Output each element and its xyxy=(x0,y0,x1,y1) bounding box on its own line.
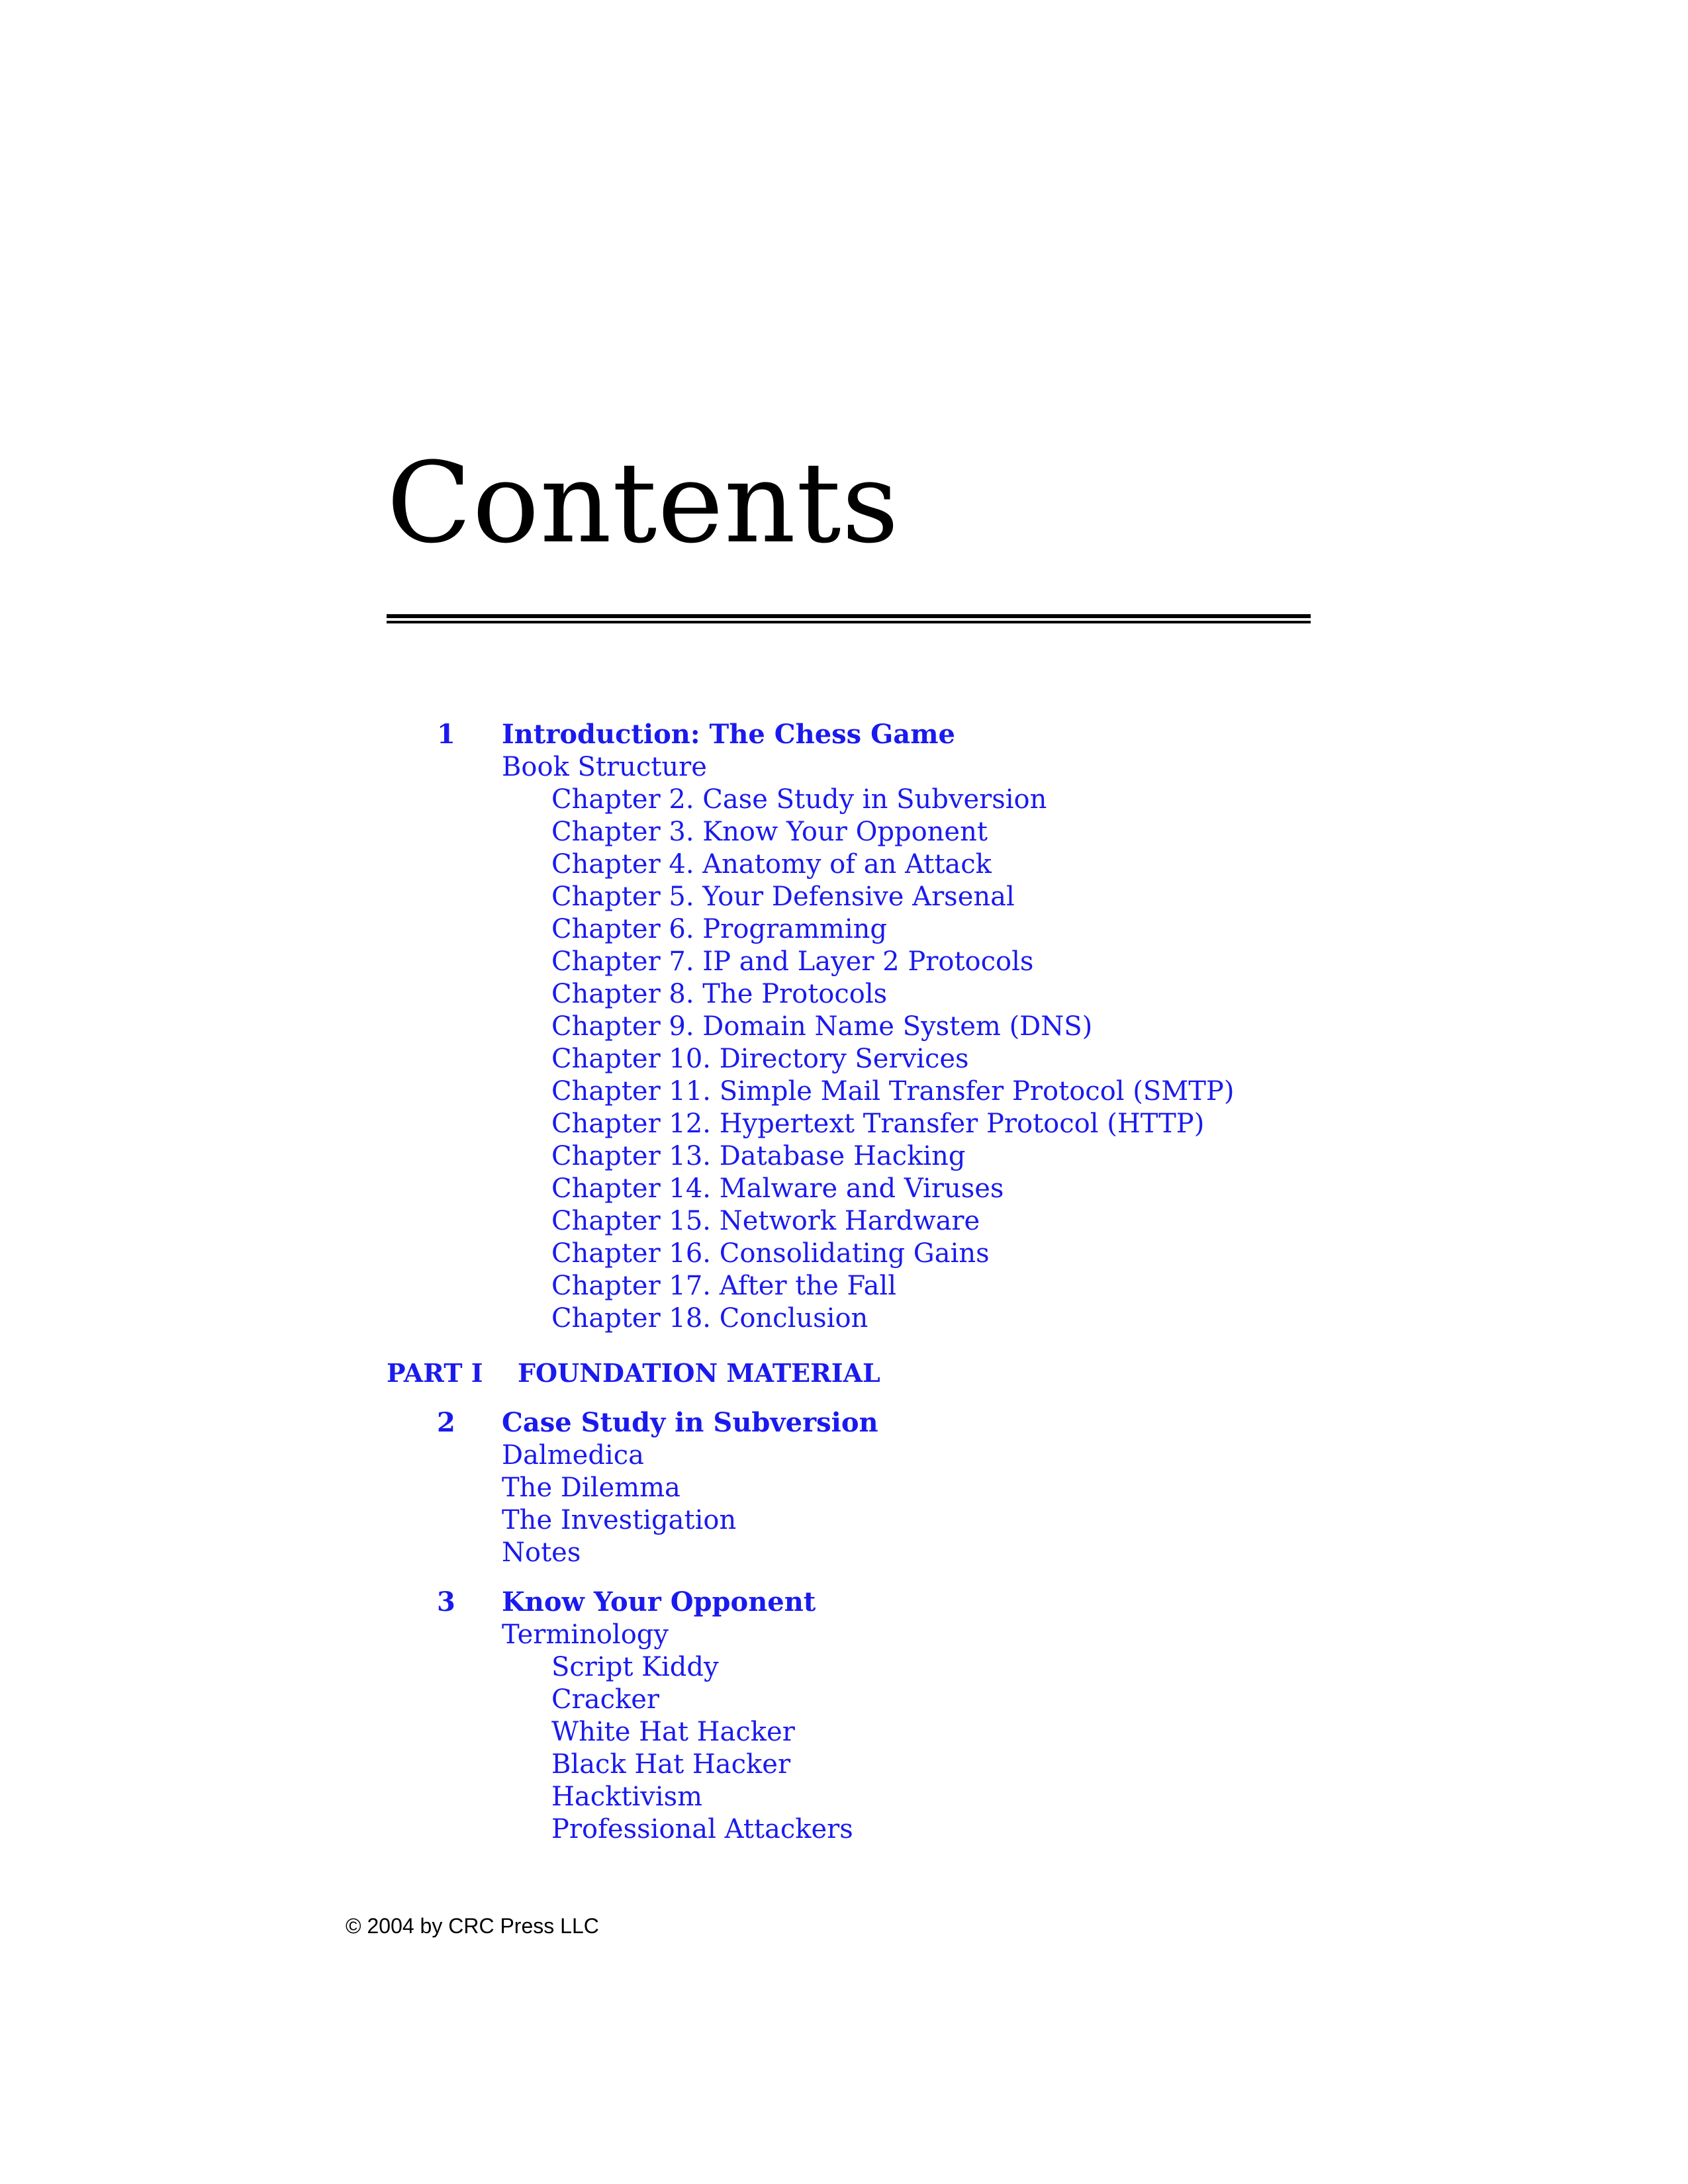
section-link[interactable]: Book Structure xyxy=(502,752,707,782)
subsection-link[interactable]: Chapter 7. IP and Layer 2 Protocols xyxy=(551,946,1034,977)
subsection-link[interactable]: Chapter 5. Your Defensive Arsenal xyxy=(551,882,1015,912)
chapter-title[interactable]: Know Your Opponent xyxy=(502,1586,816,1617)
chapter-title[interactable]: Case Study in Subversion xyxy=(502,1407,878,1438)
chapter-title[interactable]: Introduction: The Chess Game xyxy=(502,719,955,750)
page-title: Contents xyxy=(387,438,900,568)
subsection-link[interactable]: Chapter 10. Directory Services xyxy=(551,1044,969,1074)
title-rule-bottom xyxy=(387,621,1311,623)
subsection-link[interactable]: Chapter 2. Case Study in Subversion xyxy=(551,784,1047,815)
chapter-number: 3 xyxy=(437,1586,455,1617)
subsection-link[interactable]: Chapter 18. Conclusion xyxy=(551,1303,868,1334)
subsection-link[interactable]: Chapter 17. After the Fall xyxy=(551,1271,896,1301)
chapter-number: 2 xyxy=(437,1407,455,1438)
subsection-link[interactable]: Chapter 6. Programming xyxy=(551,914,887,944)
subsection-link[interactable]: Chapter 3. Know Your Opponent xyxy=(551,817,988,847)
subsection-link[interactable]: Chapter 15. Network Hardware xyxy=(551,1206,980,1236)
subsection-link[interactable]: Script Kiddy xyxy=(551,1652,719,1682)
section-link[interactable]: Dalmedica xyxy=(502,1440,644,1471)
subsection-link[interactable]: Cracker xyxy=(551,1684,660,1715)
section-link[interactable]: Notes xyxy=(502,1537,581,1568)
chapter-number: 1 xyxy=(437,719,455,750)
subsection-link[interactable]: Hacktivism xyxy=(551,1782,703,1812)
subsection-link[interactable]: Chapter 4. Anatomy of an Attack xyxy=(551,849,992,880)
subsection-link[interactable]: Professional Attackers xyxy=(551,1814,853,1844)
subsection-link[interactable]: White Hat Hacker xyxy=(551,1717,795,1747)
part-title[interactable]: FOUNDATION MATERIAL xyxy=(518,1358,880,1388)
subsection-link[interactable]: Chapter 11. Simple Mail Transfer Protocol (SMTP) xyxy=(551,1076,1235,1107)
copyright-notice: © 2004 by CRC Press LLC xyxy=(346,1914,599,1938)
part-label: PART I xyxy=(387,1358,483,1388)
section-link[interactable]: The Dilemma xyxy=(502,1473,680,1503)
subsection-link[interactable]: Chapter 16. Consolidating Gains xyxy=(551,1238,990,1269)
section-link[interactable]: The Investigation xyxy=(502,1505,737,1535)
title-rule-top xyxy=(387,614,1311,618)
subsection-link[interactable]: Chapter 9. Domain Name System (DNS) xyxy=(551,1011,1093,1042)
section-link[interactable]: Terminology xyxy=(502,1619,669,1650)
subsection-link[interactable]: Chapter 12. Hypertext Transfer Protocol (HTTP) xyxy=(551,1109,1205,1139)
subsection-link[interactable]: Chapter 13. Database Hacking xyxy=(551,1141,966,1171)
subsection-link[interactable]: Black Hat Hacker xyxy=(551,1749,791,1780)
subsection-link[interactable]: Chapter 8. The Protocols xyxy=(551,979,888,1009)
subsection-link[interactable]: Chapter 14. Malware and Viruses xyxy=(551,1173,1004,1204)
